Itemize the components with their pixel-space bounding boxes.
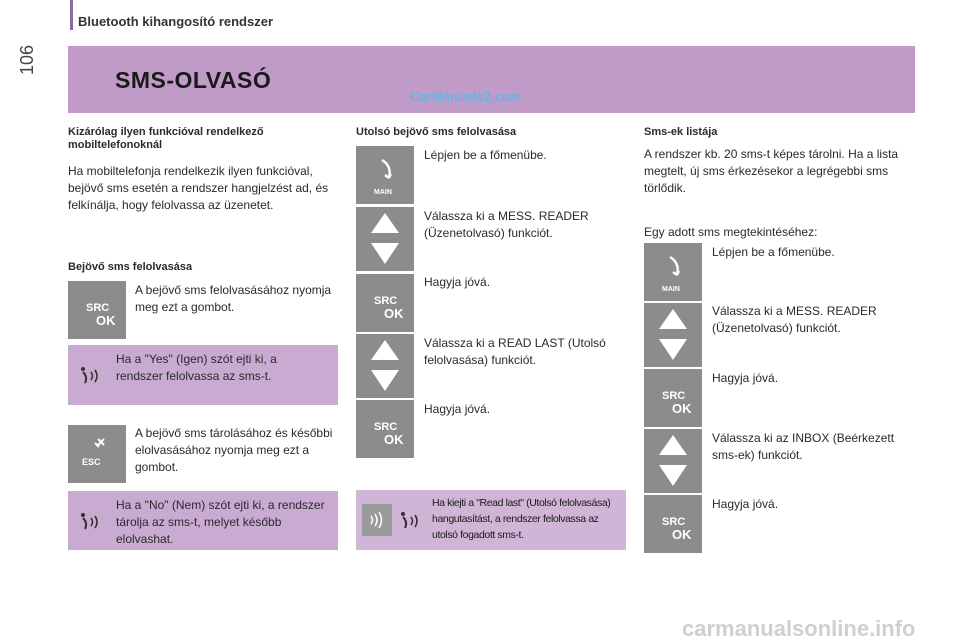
src-ok-icon: [644, 369, 702, 427]
voice-yes-text: Ha a "Yes" (Igen) szót ejti ki, a rendszer felolvassa az sms-t.: [116, 352, 277, 383]
col3-intro: A rendszer kb. 20 sms-t képes tárolni. Ha a lista megtelt, új sms érkezésekor a legrégebbi sms törlődik.: [644, 147, 899, 195]
voice-button-icon: [362, 504, 392, 536]
voice-command-icon: [400, 510, 424, 532]
page-title: SMS-OLVASÓ: [115, 67, 272, 93]
col3-step2: Válassza ki a MESS. READER (Üzenetolvasó) funkciót.: [712, 304, 877, 335]
svg-text:MAIN: MAIN: [662, 286, 680, 293]
src-ok-icon: [68, 281, 126, 339]
header-accent-bar: [70, 0, 73, 30]
src-ok-button: [68, 281, 126, 339]
col1-intro: Ha mobiltelefonja rendelkezik ilyen funkcióval, bejövő sms esetén a rendszer hangjelzést ad, és felkínálja, hogy felolvassa az üzenetet.: [68, 164, 329, 212]
col2-title: Utolsó bejövő sms felolvasása: [356, 126, 517, 138]
src-ok-icon: [356, 400, 414, 458]
col3-step4: Válassza ki az INBOX (Beérkezett sms-ek) funkciót.: [712, 431, 895, 462]
src-ok-button: [644, 495, 702, 553]
page-number: 106: [17, 44, 37, 76]
voice-button: [362, 504, 392, 536]
up-down-arrow-icon: [644, 429, 702, 493]
src-ok-icon: [644, 495, 702, 553]
voice-no-text: Ha a "No" (Nem) szót ejti ki, a rendszer tárolja az sms-t, melyet később elolvashat.: [116, 498, 325, 546]
watermark-bottom: carmanualsonline.info: [682, 616, 916, 641]
read-last-note-text: Ha kiejti a "Read last" (Utolsó felolvasása) hangutasítást, a rendszer felolvassa az utolsó fogadott sms-t.: [432, 497, 611, 541]
up-down-arrows: [644, 303, 702, 367]
up-down-arrows: [356, 207, 414, 271]
col2-step5: Hagyja jóvá.: [424, 402, 491, 416]
voice-no-box: [68, 491, 338, 550]
main-menu-icon: [644, 243, 702, 301]
watermark-top: CarManuals2.com: [410, 89, 522, 104]
svg-text:OK: OK: [672, 401, 692, 416]
col1-subtitle: Kizárólag ilyen funkcióval rendelkező mobiltelefonoknál: [68, 126, 264, 151]
esc-button: [68, 425, 126, 483]
col1-section-title: Bejövő sms felolvasása: [68, 261, 193, 273]
svg-text:SRC: SRC: [662, 516, 686, 528]
col3-step3: Hagyja jóvá.: [712, 371, 779, 385]
src-ok-button: [356, 400, 414, 458]
svg-text:MAIN: MAIN: [374, 189, 392, 196]
src-ok-button: [356, 274, 414, 332]
col2-step1: Lépjen be a főmenübe.: [424, 148, 547, 162]
col3-title: Sms-ek listája: [644, 126, 718, 138]
svg-text:SRC: SRC: [374, 295, 398, 307]
voice-command-icon: [80, 511, 104, 533]
svg-text:SRC: SRC: [374, 421, 398, 433]
svg-text:ESC: ESC: [82, 457, 101, 467]
up-down-arrow-icon: [356, 207, 414, 271]
col3-lead: Egy adott sms megtekintéséhez:: [644, 225, 818, 239]
svg-text:OK: OK: [384, 306, 404, 321]
voice-command-icon: [80, 365, 104, 387]
section-header: Bluetooth kihangosító rendszer: [78, 14, 274, 29]
col2-step4: Válassza ki a READ LAST (Utolsó felolvasása) funkciót.: [424, 336, 606, 367]
col3-step1: Lépjen be a főmenübe.: [712, 245, 835, 259]
col2-step3: Hagyja jóvá.: [424, 275, 491, 289]
read-last-note: [356, 490, 626, 550]
svg-text:SRC: SRC: [86, 302, 110, 314]
main-menu-icon: [356, 146, 414, 204]
svg-text:OK: OK: [96, 313, 116, 328]
src-ok-button: [644, 369, 702, 427]
svg-text:OK: OK: [384, 432, 404, 447]
svg-text:SRC: SRC: [662, 390, 686, 402]
main-button: [356, 146, 414, 204]
main-button: [644, 243, 702, 301]
up-down-arrow-icon: [356, 334, 414, 398]
up-down-arrow-icon: [644, 303, 702, 367]
esc-icon: [68, 425, 126, 483]
col1-step2: A bejövő sms tárolásához és későbbi elolvasásához nyomja meg ezt a gombot.: [135, 426, 333, 474]
voice-yes-box: [68, 345, 338, 405]
up-down-arrows: [356, 334, 414, 398]
up-down-arrows: [644, 429, 702, 493]
svg-text:OK: OK: [672, 527, 692, 542]
col3-step5: Hagyja jóvá.: [712, 497, 779, 511]
col2-step2: Válassza ki a MESS. READER (Üzenetolvasó) funkciót.: [424, 209, 589, 240]
col1-step1: A bejövő sms felolvasásához nyomja meg ezt a gombot.: [135, 283, 332, 314]
src-ok-icon: [356, 274, 414, 332]
